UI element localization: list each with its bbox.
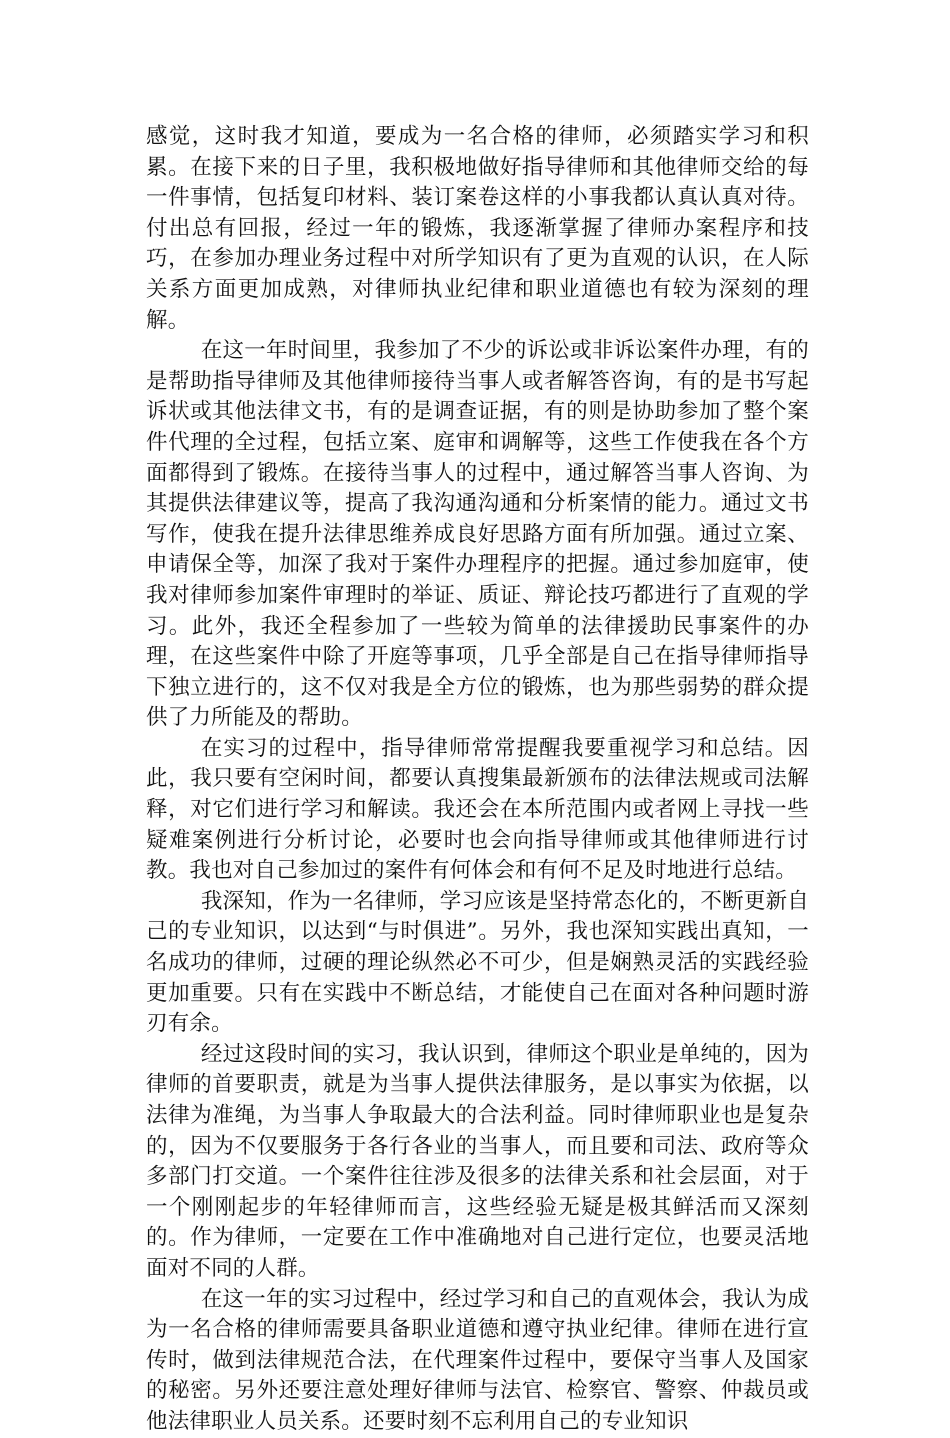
paragraph-continuation: 感觉，这时我才知道，要成为一名合格的律师，必须踏实学习和积累。在接下来的日子里，我积极地做好指导律师和其他律师交给的每一件事情，包括复印材料、装订案卷这样的小事我都认真认真对待。付出总有回报，经过一年的锻炼，我逐渐掌握了律师办案程序和技巧，在参加办理业务过程中对所学知识有了更为直观的认识，在人际关系方面更加成熟，对律师执业纪律和职业道德也有较为深刻的理解。: [146, 124, 809, 333]
paragraph-ethics-discipline: 在这一年的实习过程中，经过学习和自己的直观体会，我认为成为一名合格的律师需要具备职业道德和遵守执业纪律。律师在进行宣传时，做到法律规范合法，在代理案件过程中，要保守当事人及国家的秘密。另外还要注意处理好律师与法官、检察官、警察、仲裁员或他法律职业人员关系。还要时刻不忘利用自己的专业知识: [146, 1286, 809, 1434]
paragraph-study-summary: 在实习的过程中，指导律师常常提醒我要重视学习和总结。因此，我只要有空闲时间，都要认真搜集最新颁布的法律法规或司法解释，对它们进行学习和解读。我还会在本所范围内或者网上寻找一些疑难案例进行分析讨论，必要时也会向指导律师或其他律师进行讨教。我也对自己参加过的案件有何体会和有何不足及时地进行总结。: [146, 735, 809, 884]
paragraph-profession-nature: 经过这段时间的实习，我认识到，律师这个职业是单纯的，因为律师的首要职责，就是为当事人提供法律服务，是以事实为依据，以法律为准绳，为当事人争取最大的合法利益。同时律师职业也是复杂的，因为不仅要服务于各行各业的当事人，而且要和司法、政府等众多部门打交道。一个案件往往涉及很多的法律关系和社会层面，对于一个刚刚起步的年轻律师而言，这些经验无疑是极其鲜活而又深刻的。作为律师，一定要在工作中准确地对自己进行定位，也要灵活地面对不同的人群。: [146, 1041, 809, 1281]
paragraph-case-handling: 在这一年时间里，我参加了不少的诉讼或非诉讼案件办理，有的是帮助指导律师及其他律师接待当事人或者解答咨询，有的是书写起诉状或其他法律文书，有的是调查证据，有的则是协助参加了整个案件代理的全过程，包括立案、庭审和调解等，这些工作使我在各个方面都得到了锻炼。在接待当事人的过程中，通过解答当事人咨询、为其提供法律建议等，提高了我沟通沟通和分析案情的能力。通过文书写作，使我在提升法律思维养成良好思路方面有所加强。通过立案、申请保全等，加深了我对于案件办理程序的把握。通过参加庭审，使我对律师参加案件审理时的举证、质证、辩论技巧都进行了直观的学习。此外，我还全程参加了一些较为简单的法律援助民事案件的办理，在这些案件中除了开庭等事项，几乎全部是自己在指导律师指导下独立进行的，这不仅对我是全方位的锻炼，也为那些弱势的群众提供了力所能及的帮助。: [146, 338, 809, 731]
document-body: [146, 122, 809, 1438]
paragraph-continuous-learning: 我深知，作为一名律师，学习应该是坚持常态化的，不断更新自己的专业知识，以达到“与时俱进”。另外，我也深知实践出真知，一名成功的律师，过硬的理论纵然必不可少，但是娴熟灵活的实践经验更加重要。只有在实践中不断总结，才能使自己在面对各种问题时游刃有余。: [146, 888, 809, 1037]
